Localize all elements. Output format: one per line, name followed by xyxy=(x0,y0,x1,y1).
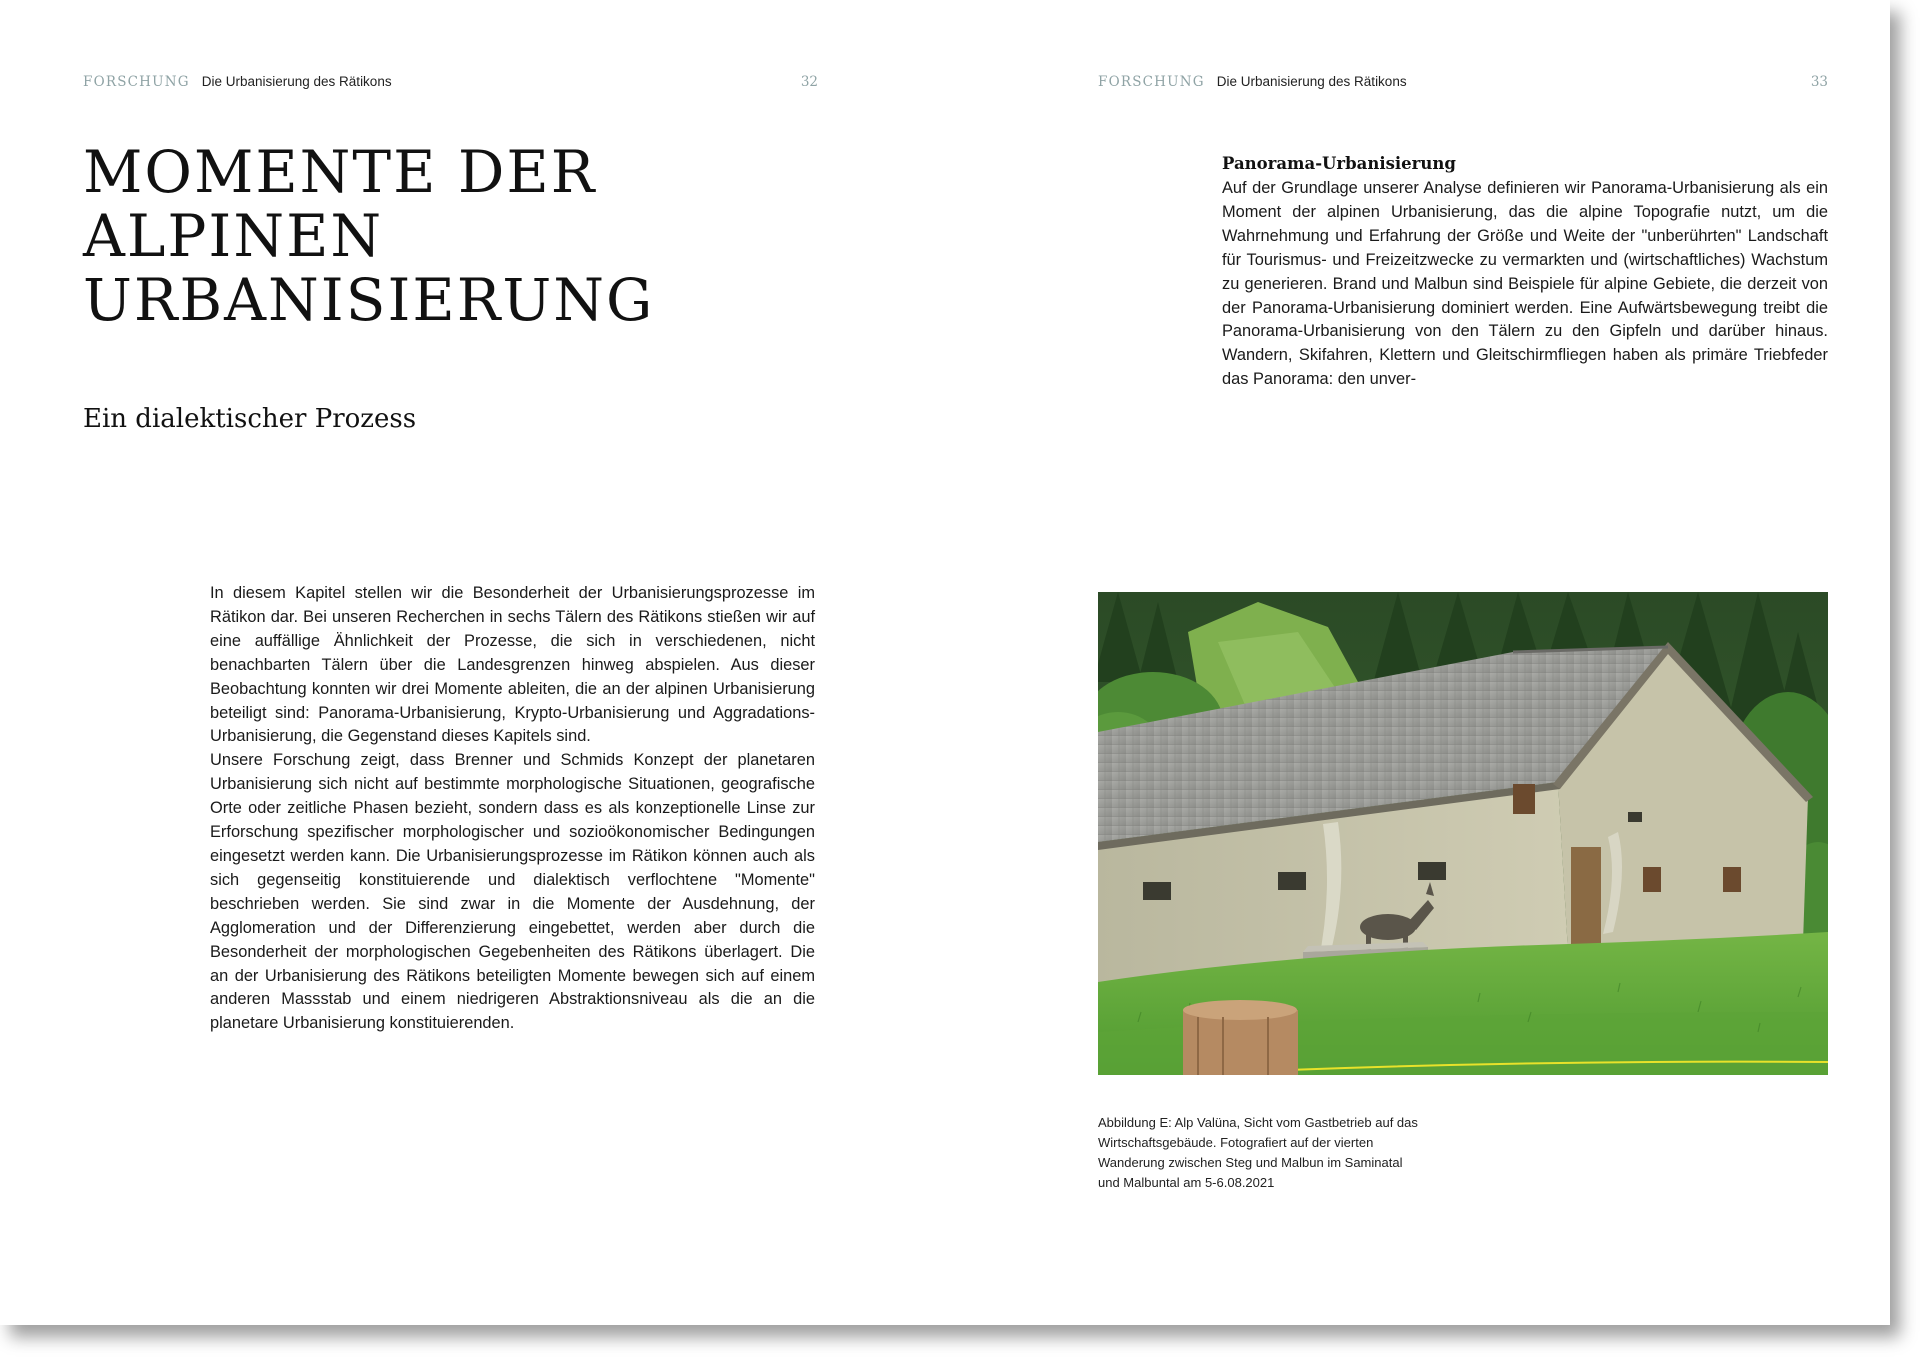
chapter-subtitle: Ein dialektischer Prozess xyxy=(83,404,417,434)
body-paragraph: Unsere Forschung zeigt, dass Brenner und Schmids Konzept der planetaren Urbanisierung sich nicht auf bestimmte morphologische Situationen, geografische Orte oder zeitliche Phasen bezieht, sondern dass es als konzeptionelle Linse zur Erforschung spezifischer morphologischer und sozioökonomischer Bedingungen eingesetzt werden kann. Die Urbanisierungsprozesse im Rätikon können auch als sich gegenseitig konstituierende und dialektisch verflochtene "Momente" beschrieben werden. Sie sind zwar in die Momente der Ausdehnung, der Agglomeration und der Differenzierung eingebettet, werden aber durch die Besonderheit der morphologischen Gegebenheiten des Rätikons überlagert. Die an der Urbanisierung des Rätikons beteiligten Momente bewegen sich auf einem anderen Massstab und einem niedrigeren Abstraktionsniveau als die an die planetare Urbanisierung konstituierenden. xyxy=(210,751,815,1033)
running-head-section: FORSCHUNG xyxy=(1098,74,1205,90)
caption-line: und Malbuntal am 5-6.08.2021 xyxy=(1098,1175,1275,1190)
figure-photo xyxy=(1098,592,1828,1075)
figure-caption xyxy=(1098,1113,1458,1193)
chapter-title-line: MOMENTE DER xyxy=(83,138,597,206)
right-page xyxy=(945,0,1890,1325)
chapter-title-line: URBANISIERUNG xyxy=(83,266,655,334)
body-paragraph: In diesem Kapitel stellen wir die Besonderheit der Urbanisierungsprozesse im Rätikon dar. Bei unseren Recherchen in sechs Tälern des Rätikons stießen wir auf eine auffällige Ähnlichkeit der Prozesse, die sich in verschiedenen, nicht benachbarten Tälern über die Landesgrenzen hinweg abspielen. Aus dieser Beobachtung konnten wir drei Momente ableiten, die an der alpinen Urbanisierung beteiligt sind: Panorama-Urbanisierung, Krypto-Urbanisierung und Aggradations-Urbanisierung, die Gegenstand dieses Kapitels sind. xyxy=(210,584,815,746)
running-head xyxy=(1098,72,1828,92)
caption-line: Wanderung zwischen Steg und Malbun im Saminatal xyxy=(1098,1155,1403,1170)
caption-line: Wirtschaftsgebäude. Fotografiert auf der vierten xyxy=(1098,1135,1374,1150)
running-head-section: FORSCHUNG xyxy=(83,74,190,90)
section-heading: Panorama-Urbanisierung xyxy=(1222,154,1456,173)
page-number: 32 xyxy=(800,74,818,90)
alpine-barn-photo-icon xyxy=(1098,592,1828,1075)
running-head xyxy=(83,72,818,92)
intro-text xyxy=(210,582,815,1036)
page-number: 33 xyxy=(1810,74,1828,90)
body-paragraph: Auf der Grundlage unserer Analyse definieren wir Panorama-Urbanisierung als ein Moment der alpinen Urbanisierung, das die alpine Topografie nutzt, um die Wahrnehmung und Erfahrung der Größe und Weite der "unberührten" Landschaft für Tourismus- und Freizeitzwecke zu vermarkten und (wirtschaftliches) Wachstum zu generieren. Brand und Malbun sind Beispiele für alpine Gebiete, die derzeit von der Panorama-Urbanisierung dominiert werden. Eine Aufwärtsbewegung treibt die Panorama-Urbanisierung von den Tälern zu den Gipfeln und darüber hinaus. Wandern, Skifahren, Klettern und Gleitschirmfliegen haben als primäre Triebfeder das Panorama: den unver- xyxy=(1222,179,1828,389)
chapter-title xyxy=(83,140,803,332)
chapter-title-line: ALPINEN xyxy=(83,202,384,270)
section-text xyxy=(1222,177,1828,392)
left-page xyxy=(0,0,945,1325)
running-head-title: Die Urbanisierung des Rätikons xyxy=(201,74,392,89)
caption-line: Abbildung E: Alp Valüna, Sicht vom Gastbetrieb auf das xyxy=(1098,1115,1418,1130)
running-head-title: Die Urbanisierung des Rätikons xyxy=(1216,74,1407,89)
